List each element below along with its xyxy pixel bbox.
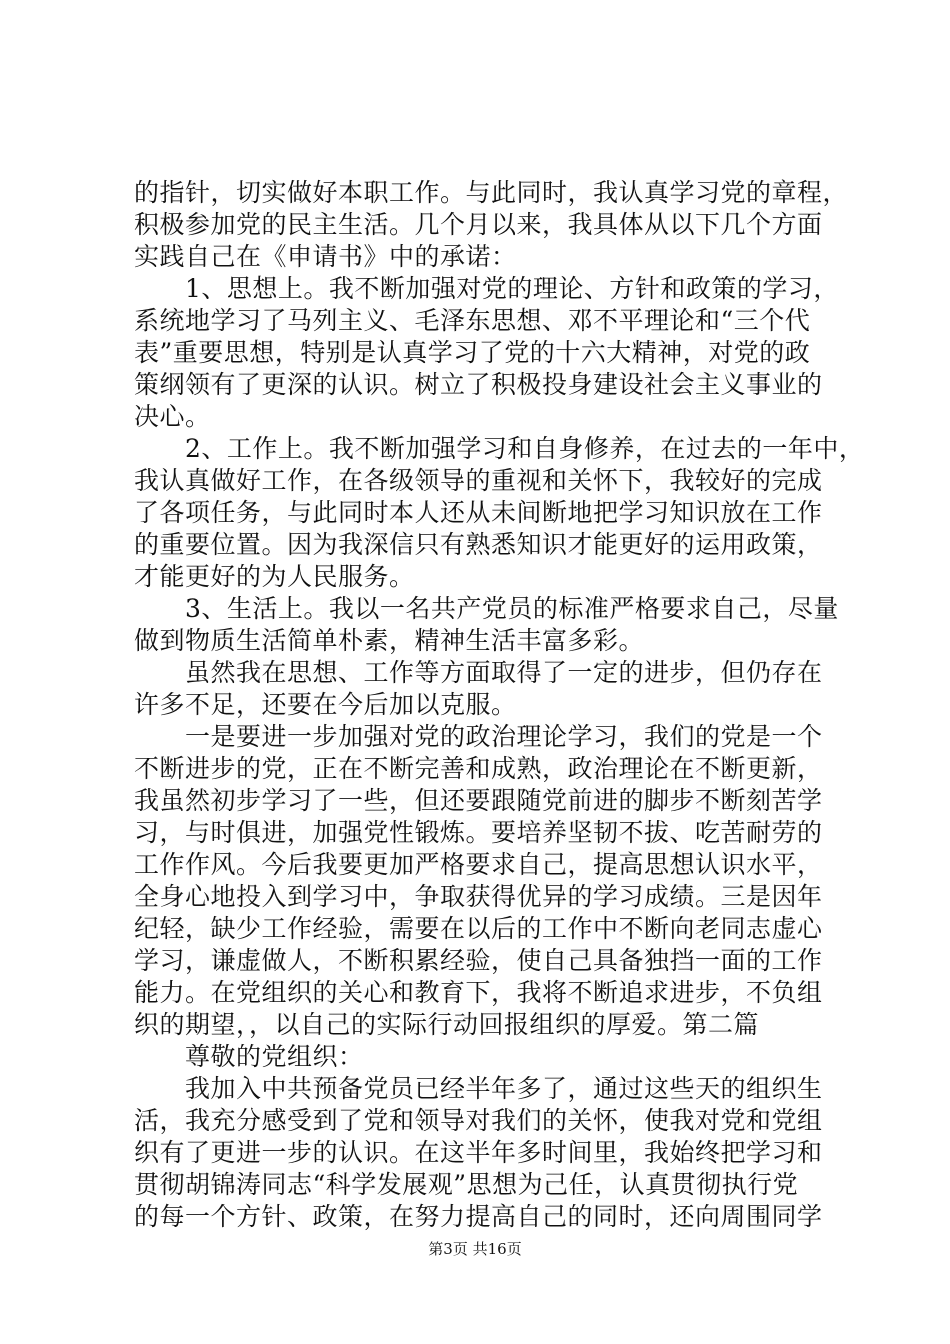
text-line: 1、思想上。我不断加强对党的理论、方针和政策的学习，: [134, 274, 839, 303]
text-line: 我加入中共预备党员已经半年多了，通过这些天的组织生: [134, 1074, 823, 1103]
text-line: 织有了更进一步的认识。在这半年多时间里，我始终把学习和: [134, 1138, 823, 1167]
text-line: 的重要位置。因为我深信只有熟悉知识才能更好的运用政策，: [134, 530, 823, 559]
text-line: 3、生活上。我以一名共产党员的标准严格要求自己，尽量: [134, 594, 839, 623]
text-line: 织的期望，，以自己的实际行动回报组织的厚爱。第二篇: [134, 1010, 760, 1039]
text-line: 许多不足，还要在今后加以克服。: [134, 690, 517, 719]
text-line: 才能更好的为人民服务。: [134, 562, 415, 591]
text-line: 我虽然初步学习了一些，但还要跟随党前进的脚步不断刻苦学: [134, 786, 823, 815]
text-line: 工作作风。今后我要更加严格要求自己，提高思想认识水平，: [134, 850, 823, 879]
text-line: 决心。: [134, 402, 211, 431]
text-line: 贯彻胡锦涛同志“科学发展观”思想为己任，认真贯彻执行党: [134, 1170, 799, 1199]
text-line: 虽然我在思想、工作等方面取得了一定的进步，但仍存在: [134, 658, 823, 687]
text-line: 策纲领有了更深的认识。树立了积极投身建设社会主义事业的: [134, 370, 823, 399]
text-line: 表”重要思想，特别是认真学习了党的十六大精神，对党的政: [134, 338, 811, 367]
text-line: 2、工作上。我不断加强学习和自身修养，在过去的一年中，: [134, 434, 865, 463]
text-line: 实践自己在《申请书》中的承诺：: [134, 242, 517, 271]
text-line: 我认真做好工作，在各级领导的重视和关怀下，我较好的完成: [134, 466, 823, 495]
text-line: 全身心地投入到学习中，争取获得优异的学习成绩。三是因年: [134, 882, 823, 911]
text-line: 了各项任务，与此同时本人还从未间断地把学习知识放在工作: [134, 498, 823, 527]
text-line: 的指针，切实做好本职工作。与此同时，我认真学习党的章程，: [134, 178, 849, 207]
text-line: 的每一个方针、政策，在努力提高自己的同时，还向周围同学: [134, 1202, 823, 1231]
text-line: 系统地学习了马列主义、毛泽东思想、邓不平理论和“三个代: [134, 306, 811, 335]
text-line: 一是要进一步加强对党的政治理论学习，我们的党是一个: [134, 722, 823, 751]
text-line: 习，与时俱进，加强党性锻炼。要培养坚韧不拔、吃苦耐劳的: [134, 818, 823, 847]
text-line: 尊敬的党组织：: [134, 1042, 364, 1071]
text-line: 活，我充分感受到了党和领导对我们的关怀，使我对党和党组: [134, 1106, 823, 1135]
text-line: 纪轻，缺少工作经验，需要在以后的工作中不断向老同志虚心: [134, 914, 823, 943]
text-line: 不断进步的党，正在不断完善和成熟，政治理论在不断更新，: [134, 754, 823, 783]
text-line: 学习，谦虚做人，不断积累经验，使自己具备独挡一面的工作: [134, 946, 823, 975]
text-line: 能力。在党组织的关心和教育下，我将不断追求进步，不负组: [134, 978, 823, 1007]
page-footer: 第3页 共16页: [428, 1240, 522, 1258]
text-line: 做到物质生活简单朴素，精神生活丰富多彩。: [134, 626, 645, 655]
text-line: 积极参加党的民主生活。几个月以来，我具体从以下几个方面: [134, 210, 823, 239]
